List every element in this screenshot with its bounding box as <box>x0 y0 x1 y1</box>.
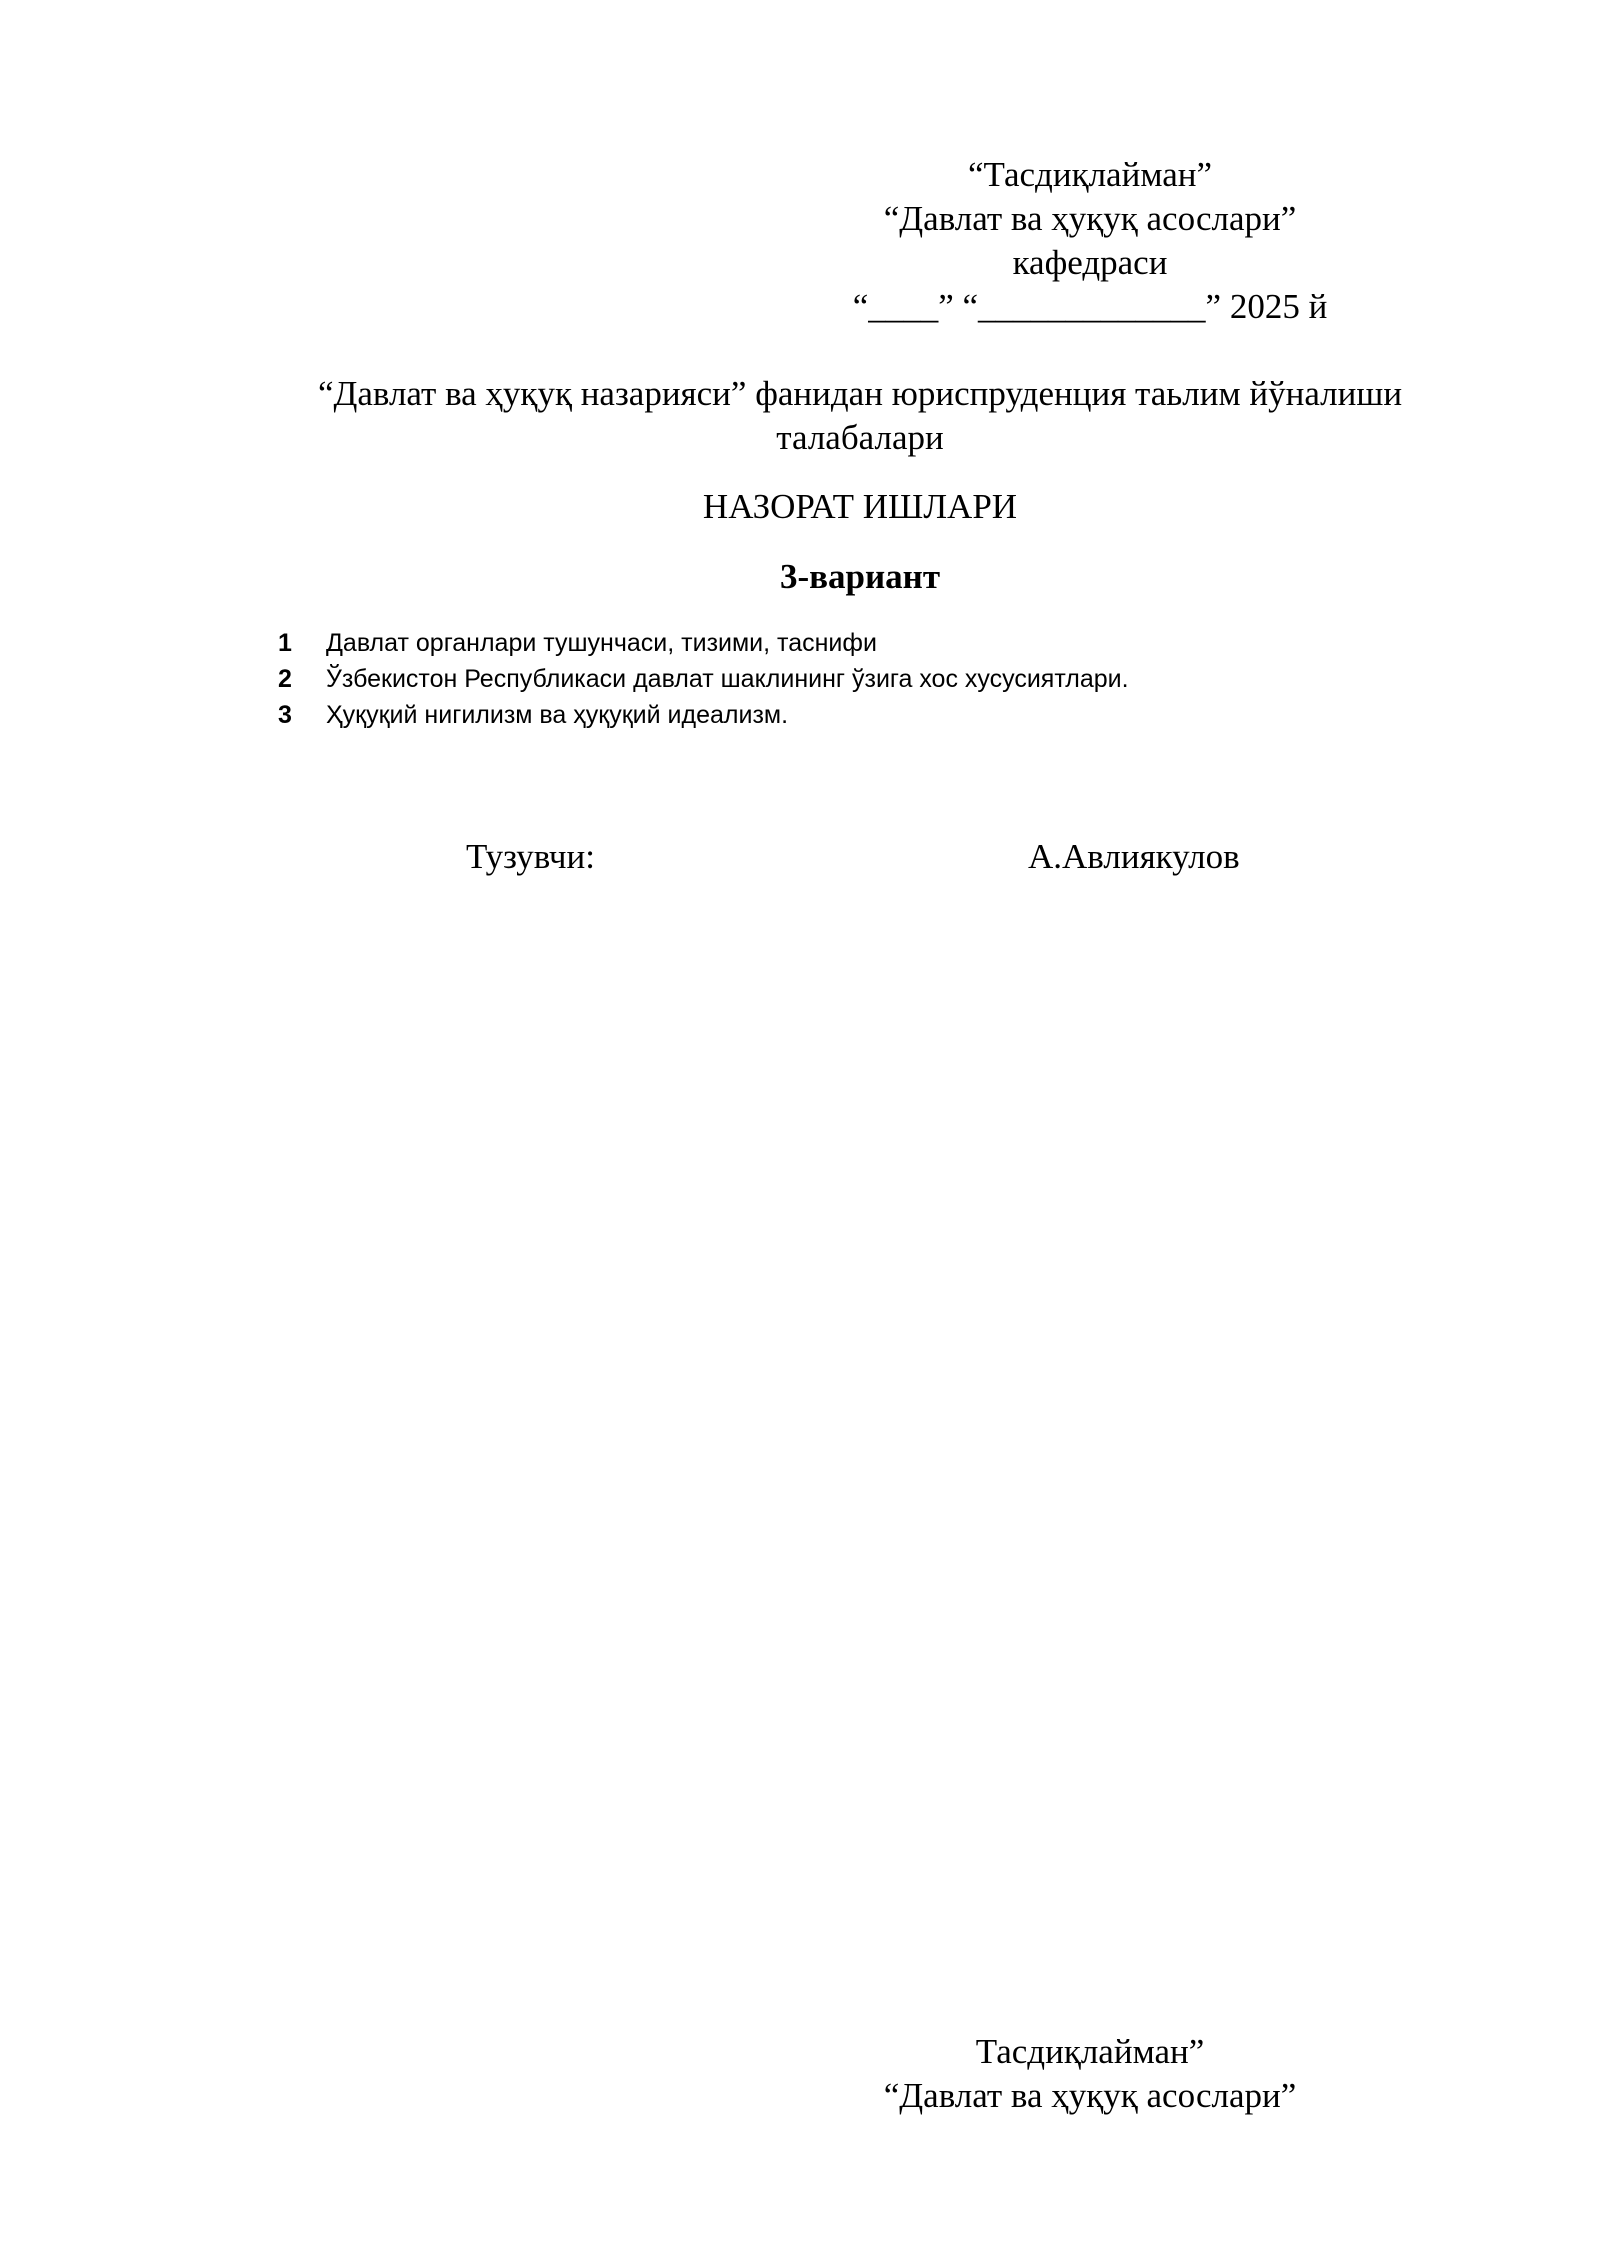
question-item <box>278 625 1129 661</box>
approval-block-top <box>790 153 1390 329</box>
approval-date-line: “____” “_____________” 2025 й <box>852 287 1328 326</box>
question-text: Ҳуқуқий нигилизм ва ҳуқуқий идеализм. <box>326 701 789 729</box>
question-number: 1 <box>278 629 292 657</box>
document-title: НАЗОРАТ ИШЛАРИ <box>702 487 1018 526</box>
question-number: 2 <box>278 665 292 693</box>
question-list <box>278 625 1129 733</box>
approval-title: Тасдиқлайман” <box>975 2032 1205 2071</box>
question-number: 3 <box>278 701 292 729</box>
approval-title: “Тасдиқлайман” <box>967 155 1213 194</box>
variant-title: 3-вариант <box>779 557 941 596</box>
approval-block-bottom <box>790 2030 1390 2118</box>
author-name: А.Авлиякулов <box>1028 837 1240 876</box>
question-text: Ўзбекистон Республикаси давлат шаклининг ўзига хос хусусиятлари. <box>326 665 1129 693</box>
approval-department: “Давлат ва ҳуқуқ асослари” <box>883 199 1297 238</box>
question-item <box>278 661 1129 697</box>
question-item <box>278 697 1129 733</box>
approval-department: “Давлат ва ҳуқуқ асослари” <box>883 2076 1297 2115</box>
subject-heading-line-2: талабалари <box>776 418 944 457</box>
approval-department-word: кафедраси <box>1012 243 1168 282</box>
subject-heading-line-1: “Давлат ва ҳуқуқ назарияси” фанидан юриспруденция таьлим йўналиши <box>317 374 1403 413</box>
question-text: Давлат органлари тушунчаси, тизими, таснифи <box>326 629 877 657</box>
author-label: Тузувчи: <box>466 837 595 876</box>
subject-heading <box>200 372 1520 460</box>
